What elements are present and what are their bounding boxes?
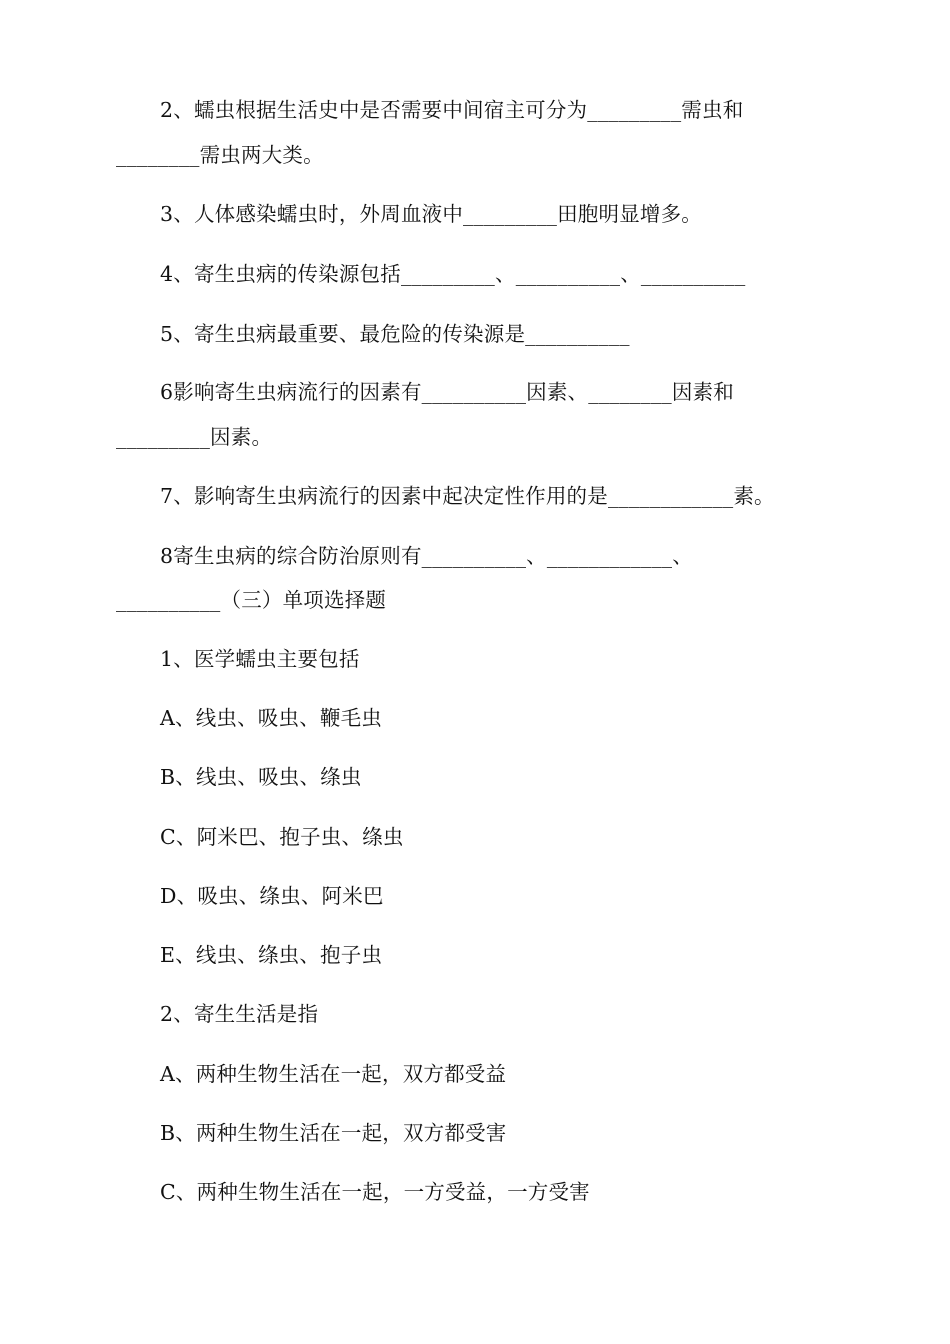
question-4-fill-blank: 4、寄生虫病的传染源包括_________、__________、__________: [160, 262, 746, 286]
question-2-fill-blank-line-2: ________需虫两大类。: [116, 143, 324, 167]
choice-2-option-c: C、两种生物生活在一起，一方受益，一方受害: [160, 1180, 590, 1204]
question-2-fill-blank-line-1: 2、蠕虫根据生活史中是否需要中间宿主可分为_________需虫和: [160, 98, 744, 122]
question-8-fill-blank-line-1: 8寄生虫病的综合防治原则有__________、____________、: [160, 544, 693, 568]
choice-question-2: 2、寄生生活是指: [160, 1002, 319, 1026]
question-8-line-2-and-section-heading: __________（三）单项选择题: [116, 588, 387, 612]
choice-1-option-c: C、阿米巴、抱子虫、绦虫: [160, 825, 404, 849]
choice-1-option-d: D、吸虫、绦虫、阿米巴: [160, 884, 384, 908]
choice-1-option-a: A、线虫、吸虫、鞭毛虫: [160, 706, 383, 730]
question-7-fill-blank: 7、影响寄生虫病流行的因素中起决定性作用的是____________素。: [160, 484, 775, 508]
question-6-fill-blank-line-2: _________因素。: [116, 425, 273, 449]
choice-2-option-a: A、两种生物生活在一起，双方都受益: [160, 1062, 507, 1086]
choice-2-option-b: B、两种生物生活在一起，双方都受害: [160, 1121, 507, 1145]
choice-1-option-b: B、线虫、吸虫、绦虫: [160, 765, 362, 789]
question-5-fill-blank: 5、寄生虫病最重要、最危险的传染源是__________: [160, 322, 630, 346]
question-3-fill-blank: 3、人体感染蠕虫时，外周血液中_________田胞明显增多。: [160, 202, 702, 226]
choice-1-option-e: E、线虫、绦虫、抱子虫: [160, 943, 383, 967]
choice-question-1: 1、医学蠕虫主要包括: [160, 647, 360, 671]
question-6-fill-blank-line-1: 6影响寄生虫病流行的因素有__________因素、________因素和: [160, 380, 734, 404]
